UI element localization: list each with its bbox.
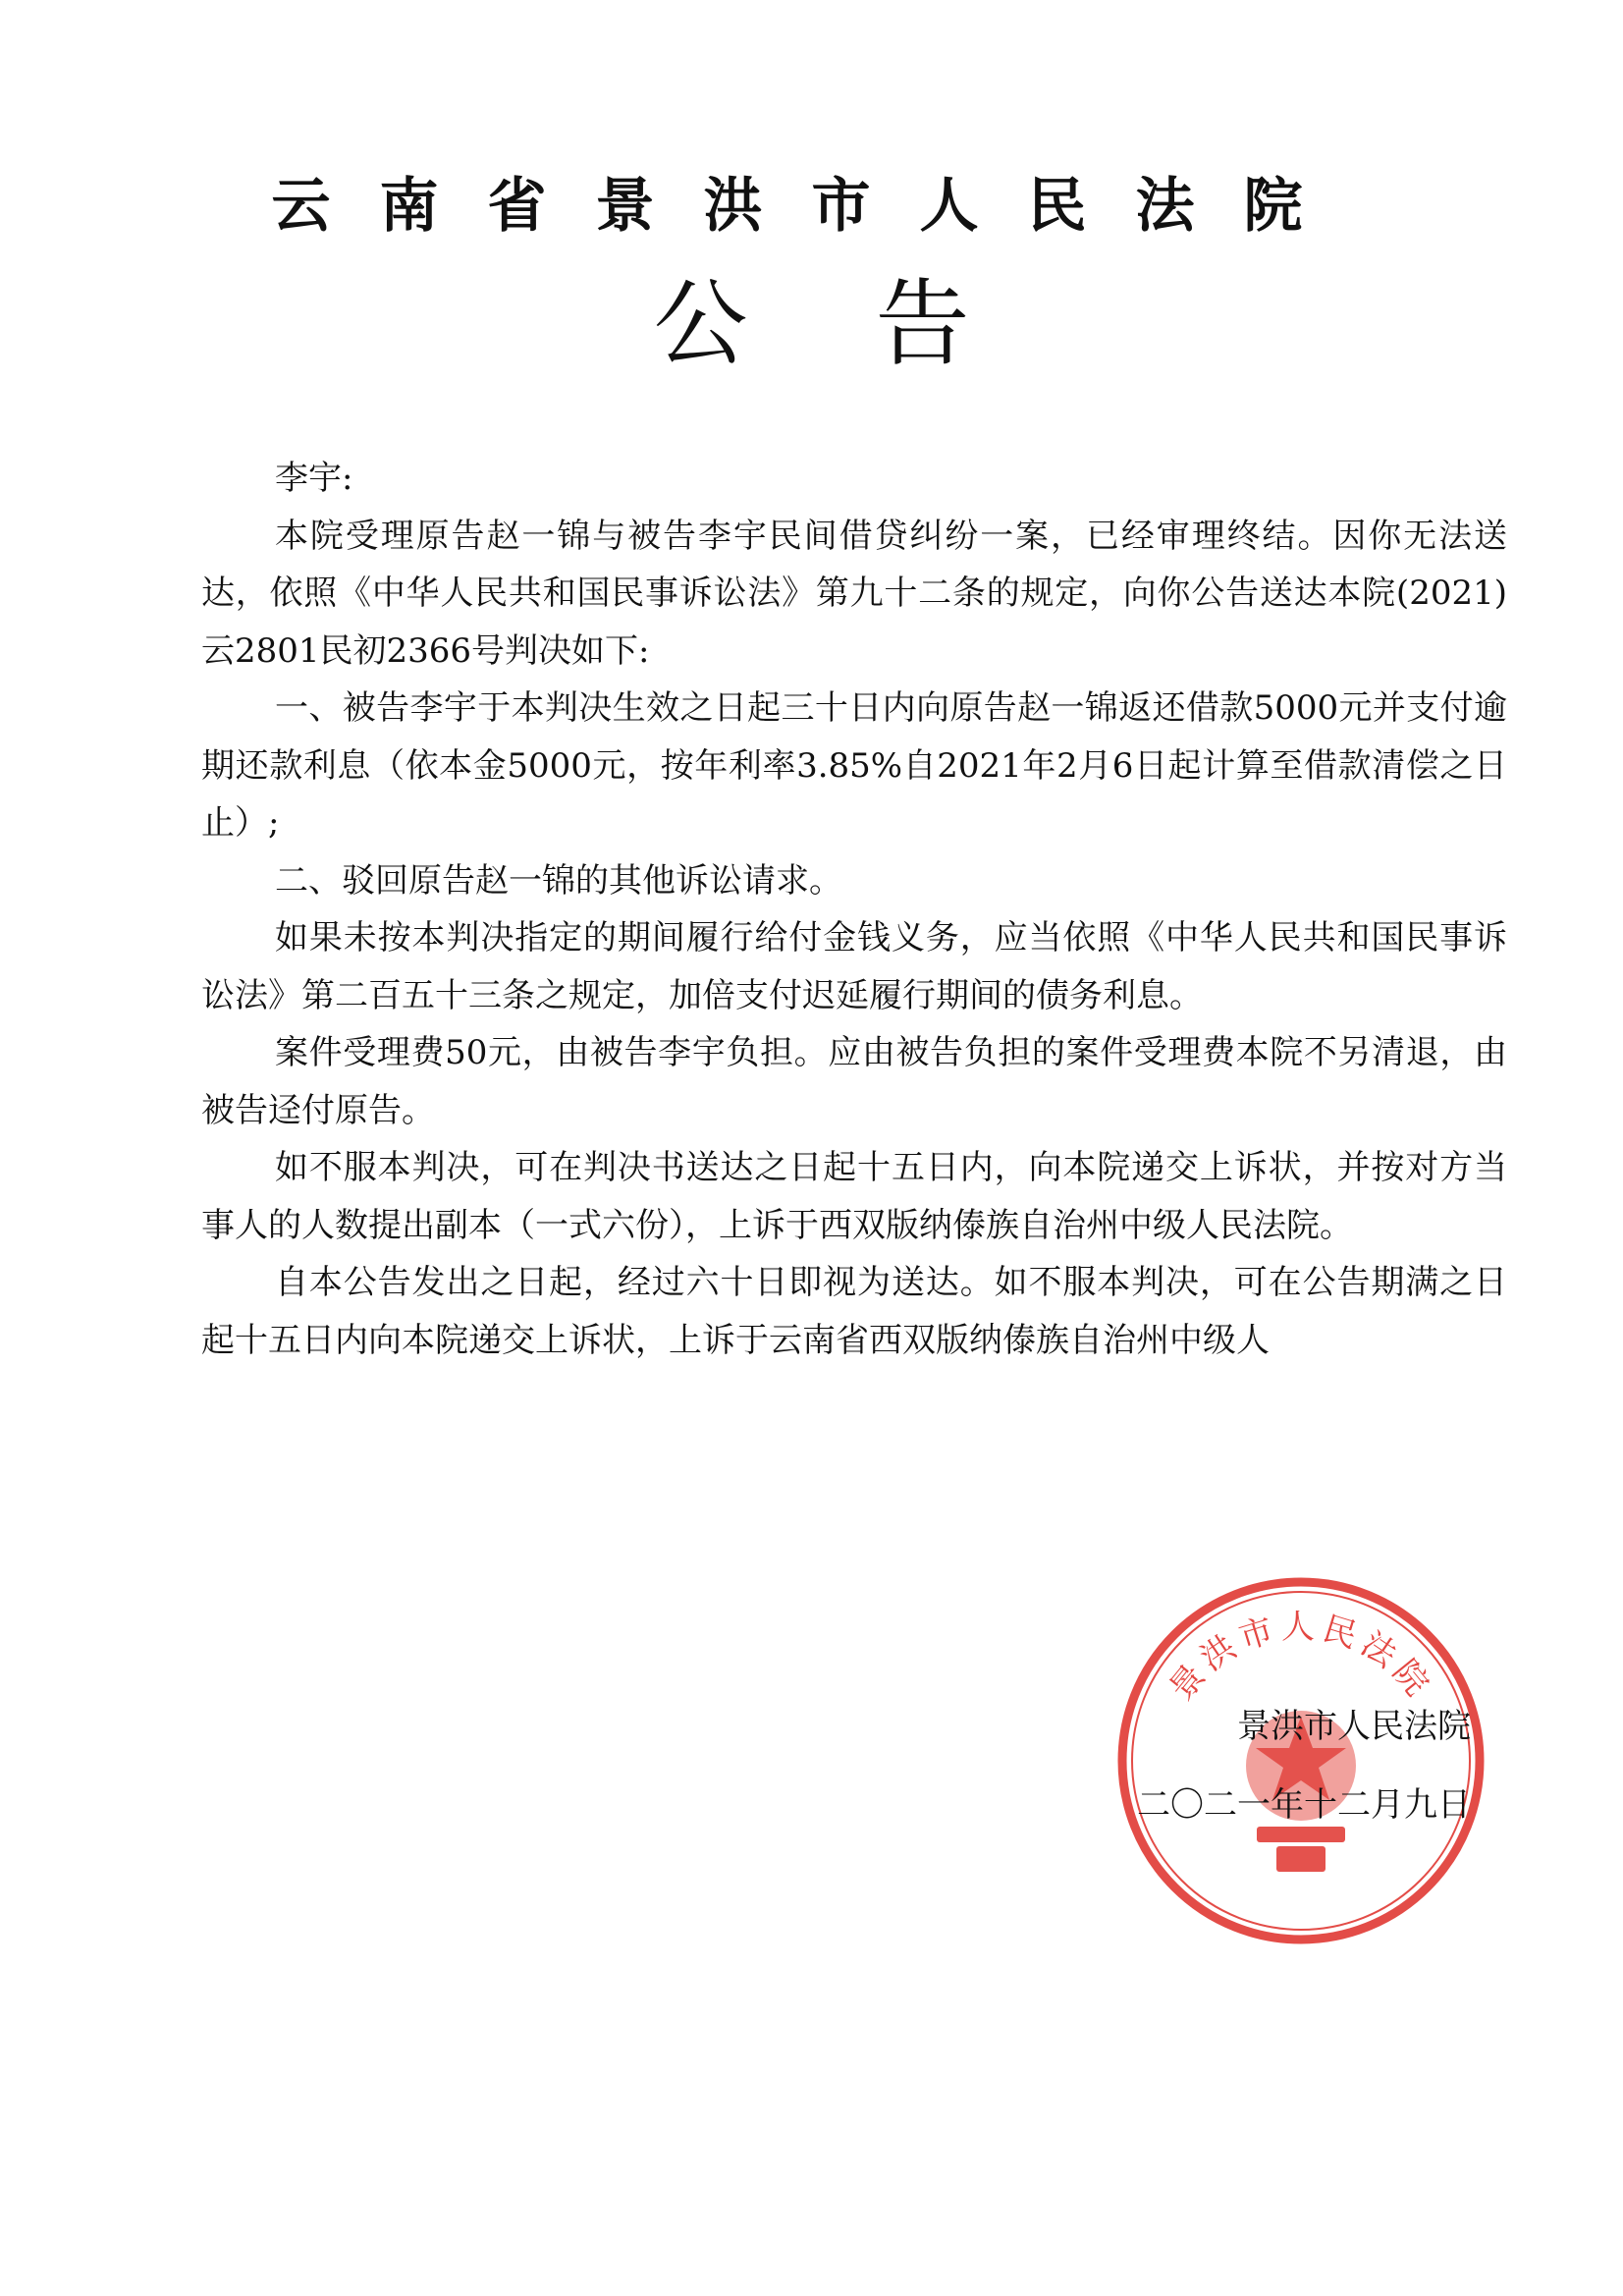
addressee: 李宇: [275, 459, 353, 498]
notice-body [201, 450, 1507, 1369]
paragraph-service-notice: 自本公告发出之日起，经过六十日即视为送达。如不服本判决，可在公告期满之日起十五日内向本院递交上诉状，上诉于云南省西双版纳傣族自治州中级人 [201, 1263, 1507, 1360]
court-name: 云南省景洪市人民法院 [271, 172, 1352, 241]
paragraph-judgment-item-1: 一、被告李宇于本判决生效之日起三十日内向原告赵一锦返还借款5000元并支付逾期还款利息（依本金5000元，按年利率3.85%自2021年2月6日起计算至借款清偿之日止）; [201, 688, 1507, 843]
paragraph-appeal-right: 如不服本判决，可在判决书送达之日起十五日内，向本院递交上诉状，并按对方当事人的人数提出副本（一式六份），上诉于西双版纳傣族自治州中级人民法院。 [201, 1148, 1507, 1245]
paragraph-judgment-item-2: 二、驳回原告赵一锦的其他诉讼请求。 [275, 860, 842, 901]
doc-title: 公告 [653, 269, 1098, 379]
seal-text: 景洪市人民法院 [1162, 1608, 1440, 1709]
signature-block [1019, 1687, 1471, 1844]
paragraph-case-fee: 案件受理费50元，由被告李宇负担。应由被告负担的案件受理费本院不另清退，由被告迳付原告。 [201, 1033, 1507, 1130]
signing-court: 景洪市人民法院 [1237, 1707, 1471, 1746]
paragraph-case-intro: 本院受理原告赵一锦与被告李宇民间借贷纠纷一案，已经审理终结。因你无法送达，依照《中华人民共和国民事诉讼法》第九十二条的规定，向你公告送达本院(2021)云2801民初2366号判决如下: [201, 516, 1507, 671]
signing-date: 二〇二一年十二月九日 [1137, 1785, 1471, 1825]
paragraph-delay-interest: 如果未按本判决指定的期间履行给付金钱义务，应当依照《中华人民共和国民事诉讼法》第二百五十三条之规定，加倍支付迟延履行期间的债务利息。 [201, 918, 1507, 1015]
